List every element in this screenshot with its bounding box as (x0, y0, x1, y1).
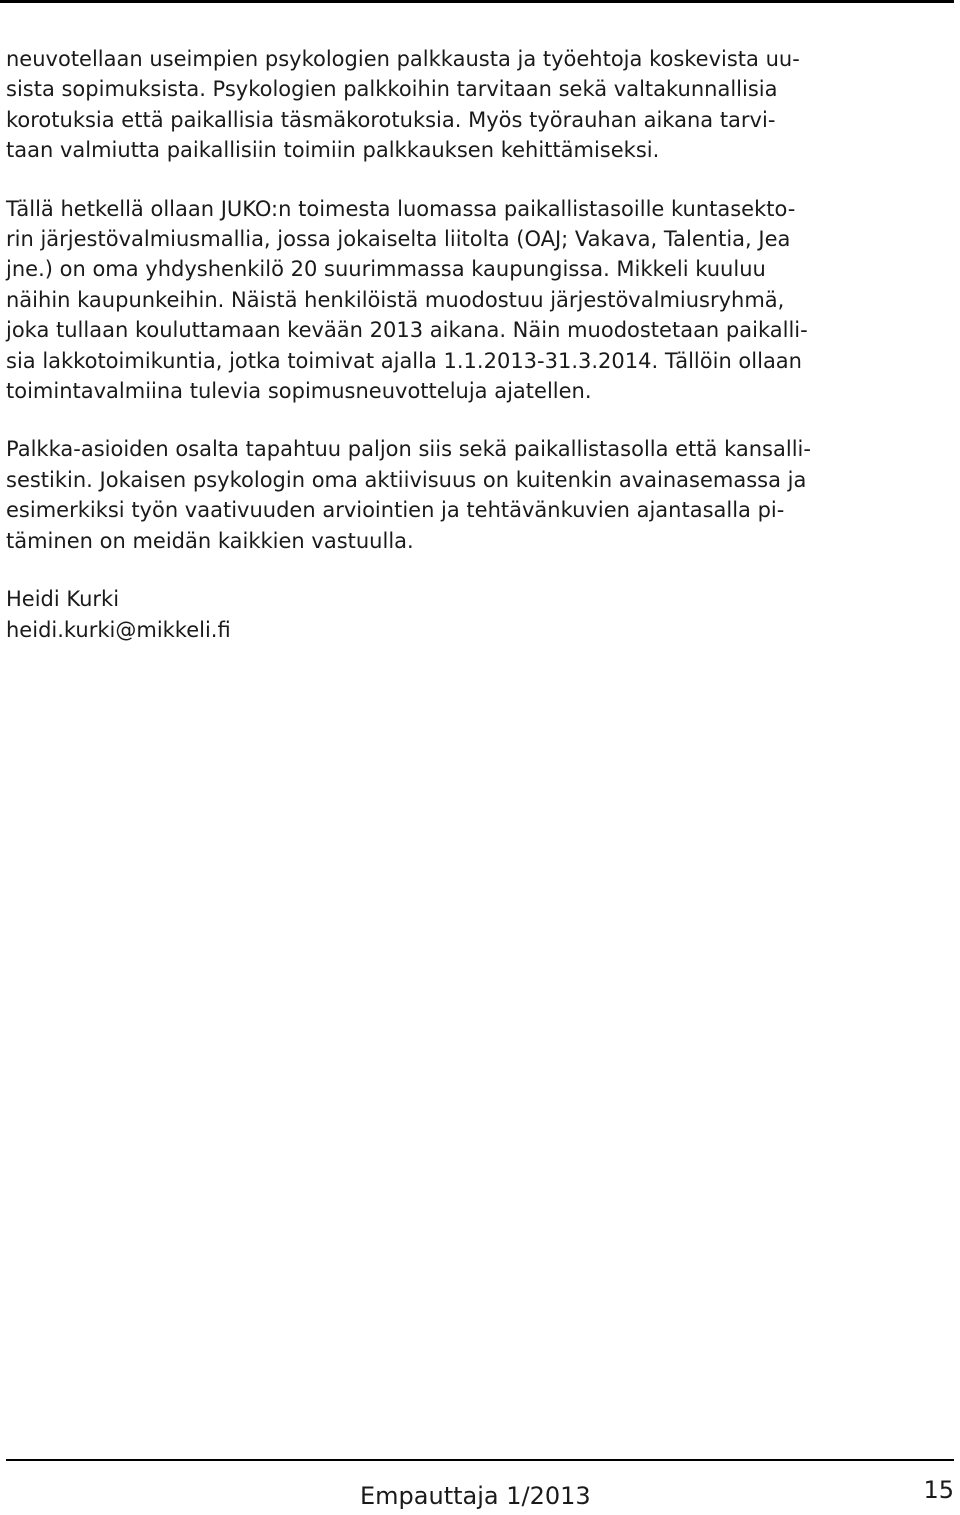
paragraph-2 (6, 194, 954, 407)
text-line: Palkka-asioiden osalta tapahtuu paljon siis sekä paikallistasolla että kansalli- (6, 437, 811, 462)
text-line: taan valmiutta paikallisiin toimiin palkkauksen kehittämiseksi. (6, 138, 660, 163)
text-line: täminen on meidän kaikkien vastuulla. (6, 528, 414, 553)
paragraph-3 (6, 434, 954, 556)
text-line: näihin kaupunkeihin. Näistä henkilöistä muodostuu järjestövalmiusryhmä, (6, 287, 785, 312)
text-line: rin järjestövalmiusmallia, jossa jokaiselta liitolta (OAJ; Vakava, Talentia, Jea (6, 227, 791, 252)
text-line: toimintavalmiina tulevia sopimusneuvotteluja ajatellen. (6, 379, 592, 404)
text-line: esimerkiksi työn vaativuuden arviointien ja tehtävänkuvien ajantasalla pi- (6, 498, 785, 523)
paragraph-1 (6, 44, 954, 166)
publication-title: Empauttaja 1/2013 (360, 1482, 591, 1510)
text-line: sia lakkotoimikuntia, jotka toimivat ajalla 1.1.2013-31.3.2014. Tällöin ollaan (6, 348, 802, 373)
text-line: sista sopimuksista. Psykologien palkkoihin tarvitaan sekä valtakunnallisia (6, 77, 778, 102)
text-line: sestikin. Jokaisen psykologin oma aktiivisuus on kuitenkin avainasemassa ja (6, 467, 807, 492)
footer-rule (6, 1459, 954, 1461)
page-number: 15 (923, 1476, 954, 1504)
text-line: Tällä hetkellä ollaan JUKO:n toimesta luomassa paikallistasoille kuntasekto- (6, 196, 796, 221)
top-rule (0, 0, 954, 3)
text-line: neuvotellaan useimpien psykologien palkkausta ja työehtoja koskevista uu- (6, 47, 800, 71)
text-line: jne.) on oma yhdyshenkilö 20 suurimmassa kaupungissa. Mikkeli kuuluu (6, 257, 766, 282)
author-signature (6, 584, 954, 645)
author-email: heidi.kurki@mikkeli.fi (6, 617, 231, 642)
author-name: Heidi Kurki (6, 587, 120, 612)
text-line: joka tullaan kouluttamaan kevään 2013 aikana. Näin muodostetaan paikalli- (6, 318, 808, 343)
text-line: korotuksia että paikallisia täsmäkorotuksia. Myös työrauhan aikana tarvi- (6, 107, 776, 132)
article-body (6, 44, 954, 645)
